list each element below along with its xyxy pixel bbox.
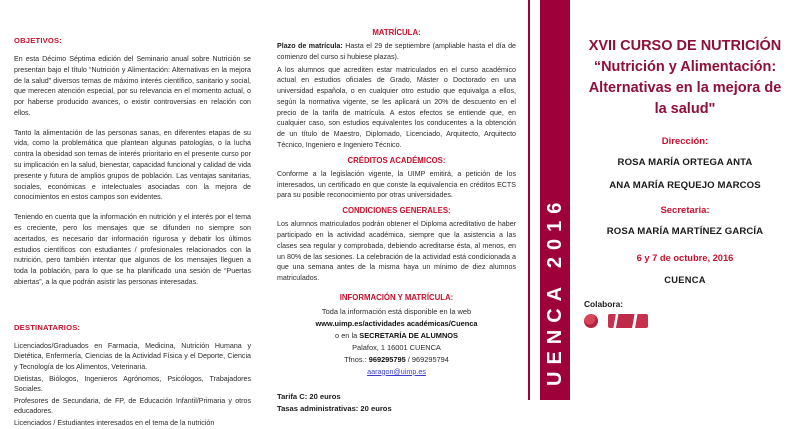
matricula-deadline-text: Hasta el 29 de septiembre (ampliable hasta el día de comienzo del curso si hubiese plazas). — [277, 42, 516, 61]
informacion-phone-2: 969295794 — [411, 354, 449, 364]
right-panel — [528, 0, 800, 400]
recipients-line-1: Licenciados/Graduados en Farmacia, Medicina, Nutrición Humana y Dietética, Enfermería, Ciencias de la Actividad Física y el Deporte, Ciencia y Tecnología de los Alimentos, Veterinaria. — [14, 341, 251, 371]
recipients-line-3: Profesores de Secundaria, de FP, de Educación Infantil/Primaria y otros educadores. — [14, 396, 251, 416]
matricula-discount-paragraph: A los alumnos que acrediten estar matriculados en el curso académico actual en estudios oficiales de Grado, Máster o Doctorado en una universidad española, o en cualquier otro estudio que equivalga a ellos, según la normativa vigente, se les aplicará un 20% de descuento en el precio de la tarifa de matrícula. A estos efectos se entiende que, en cualquier caso, son estudios equivalentes los conducentes a la obtención de un título de Maestro, Diplomado, Licenciado, Arquitecto, Arquitecto Técnico, Ingeniero e Ingeniero Técnico. — [277, 65, 516, 150]
direccion-label: Dirección: — [661, 136, 709, 148]
informacion-address: Palafox, 1 16001 CUENCA — [352, 342, 441, 352]
secretaria-label: Secretaria: — [660, 204, 710, 216]
informacion-phone-line — [277, 354, 516, 366]
course-dates: 6 y 7 de octubre, 2016 — [636, 253, 734, 264]
informacion-secretaria-name: SECRETARÍA DE ALUMNOS — [359, 330, 458, 340]
informacion-heading: INFORMACIÓN Y MATRÍCULA: — [339, 292, 454, 302]
recipients-heading: DESTINATARIOS: — [14, 322, 81, 332]
informacion-secretaria-prefix: o en la — [335, 330, 360, 340]
director-name-2: ANA MARÍA REQUEJO MARCOS — [609, 180, 761, 192]
vertical-text-wrapper — [540, 0, 570, 400]
tarifa-block — [277, 391, 516, 415]
informacion-email-link[interactable]: aaragon@uimp.es — [367, 366, 426, 376]
collaborator-logo-wordmark-icon — [608, 314, 648, 328]
matricula-deadline-paragraph — [277, 41, 516, 63]
matricula-deadline-label: Plazo de matrícula: — [277, 42, 343, 50]
informacion-block — [277, 306, 516, 378]
left-panel — [0, 0, 265, 428]
creditos-paragraph: Conforme a la legislación vigente, la UIMP emitirá, a petición de los interesados, un certificado en que conste la equivalencia en créditos ECTS para su posible reconocimiento por otras universidades. — [277, 169, 516, 200]
vertical-cuenca-text: UENCA 2016 — [543, 195, 566, 386]
informacion-web-url[interactable]: www.uimp.es/actividades académicas/Cuenca — [315, 318, 478, 328]
objectives-heading: OBJETIVOS: — [14, 36, 62, 45]
informacion-email-line — [277, 366, 516, 378]
creditos-heading: CRÉDITOS ACADÉMICOS: — [347, 155, 446, 165]
director-name-1: ROSA MARÍA ORTEGA ANTA — [617, 157, 753, 169]
informacion-phone-1: 969295795 — [368, 354, 406, 364]
secretaria-name: ROSA MARÍA MARTÍNEZ GARCÍA — [606, 225, 764, 237]
recipients-list — [14, 341, 251, 429]
matricula-heading: MATRÍCULA: — [372, 28, 421, 37]
middle-panel — [265, 0, 528, 413]
informacion-phone-separator: / — [405, 354, 412, 364]
right-panel-content — [570, 0, 800, 400]
objectives-paragraph-3: Teniendo en cuenta que la información en nutrición y el interés por el tema es creciente, pero los mensajes que se difunden no siempre son acertados, es necesario dar información rigurosa y debatir los últimos estudios científicos con estudiantes / profesionales relacionados con la nutrición, pero también intentar que algunos de los mensajes lleguen a toda la población, para lo que se ha planificado una sesión de “Puertas abiertas”, a la que podrán asistir las personas interesadas. — [14, 213, 251, 286]
vertical-cuenca-bar — [540, 0, 570, 400]
condiciones-paragraph: Los alumnos matriculados podrán obtener el Diploma acreditativo de haber participado en la actividad académica, siempre que la asistencia a las clases sea regular y comprobada, debiendo acreditarse ésta, al menos, en un 80% de las sesiones. La celebración de la actividad está condicionada a que una semana antes de la misma haya un mínimo de diez alumnos matriculados. — [277, 220, 516, 283]
condiciones-heading: CONDICIONES GENERALES: — [342, 206, 451, 216]
objectives-paragraph-2: Tanto la alimentación de las personas sanas, en diferentes etapas de su vida, como la problemática que plantean algunas patologías, o la lucha contra la obesidad son temas de interés prioritario en el presente curso por su implicación en la salud, bienestar, capacidad funcional y calidad de vida presente y futura de amplios grupos de población. Las ventajas sanitarias, sociales, económicas e intelectuales asociadas con la mejora de conocimientos en estos campos son evidentes. — [14, 128, 251, 202]
course-title: XVII CURSO DE NUTRICIÓN “Nutrición y Alimentación: Alternativas en la mejora de la salud" — [588, 38, 782, 118]
course-city: CUENCA — [664, 275, 706, 286]
tarifa-line-2: Tasas administrativas: 20 euros — [277, 403, 392, 413]
objectives-paragraph-1: En esta Décimo Séptima edición del Seminario anual sobre Nutrición se presentan bajo el título “Nutrición y Alimentación: Alternativas en la mejora de la salud” diversos temas de máximo interés científico, sanitario y social, que merecen atención especial, por su relevancia en el momento actual, o por haberse producido avances, o existir controversias en relación con ellos. — [14, 55, 251, 117]
left-panel-spacer — [14, 297, 251, 323]
informacion-phone-label: Tfnos.: — [344, 354, 369, 364]
tarifa-line-1: Tarifa C: 20 euros — [277, 391, 341, 401]
recipients-line-4: Licenciados / Estudiantes interesados en el tema de la nutrición — [14, 419, 215, 428]
recipients-line-2: Dietistas, Biólogos, Ingenieros Agrónomos, Psicólogos, Trabajadores Sociales. — [14, 374, 251, 394]
informacion-web-intro: Toda la información está disponible en la web — [321, 306, 472, 316]
colabora-label: Colabora: — [584, 299, 624, 310]
collaborator-logo-mark-icon — [584, 314, 598, 328]
informacion-secretaria-line — [277, 330, 516, 342]
collaborator-logos — [584, 314, 786, 326]
